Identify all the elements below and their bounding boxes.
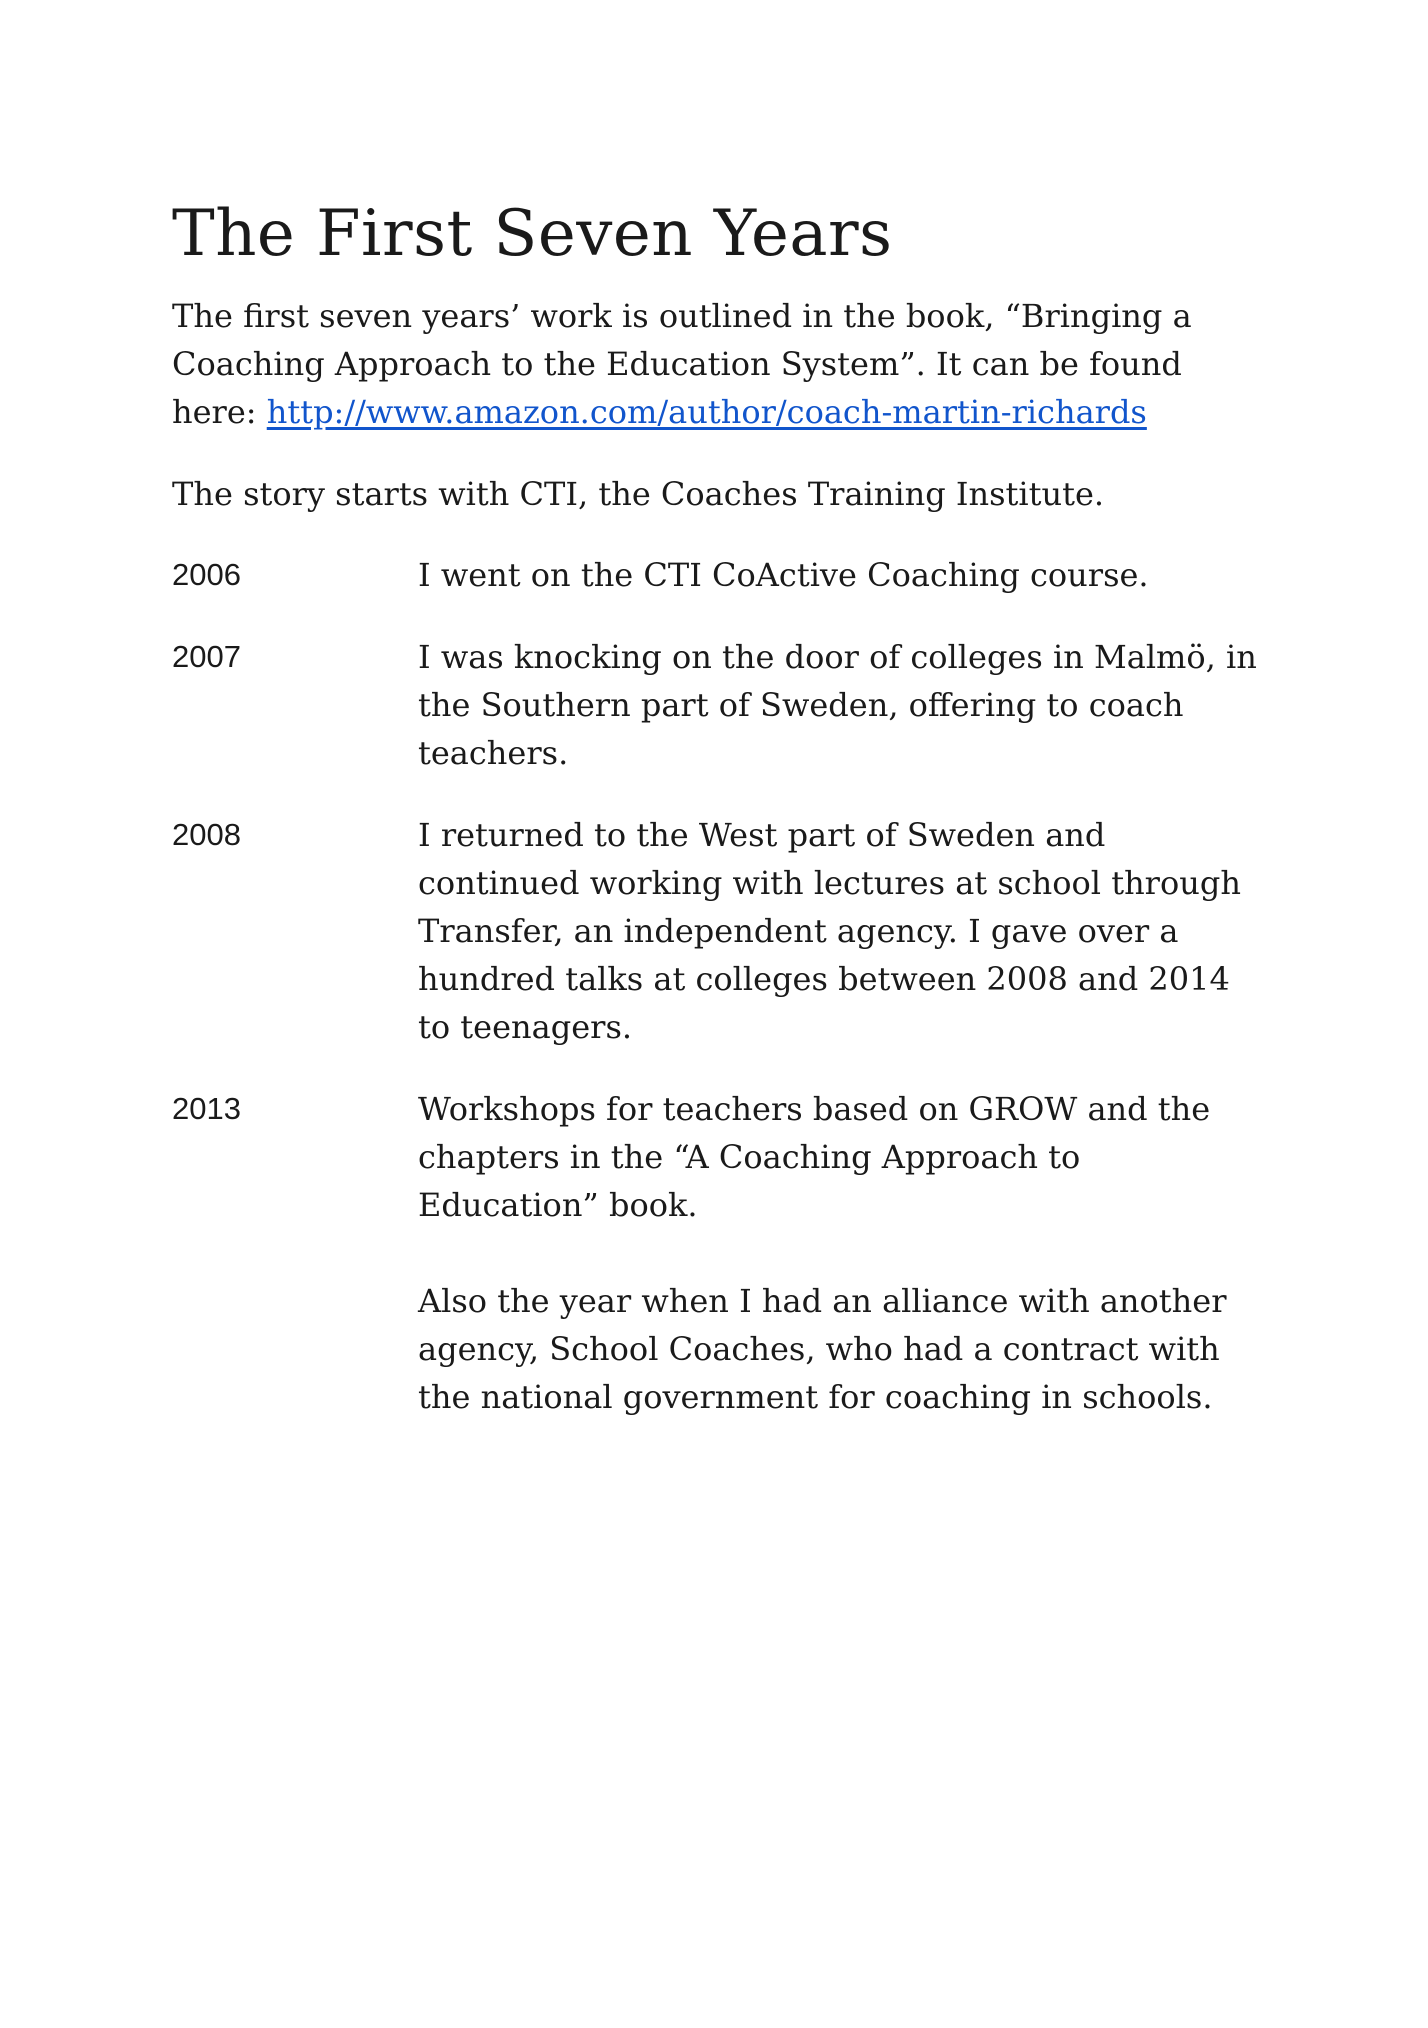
timeline-paragraph: I went on the CTI CoActive Coaching course. bbox=[418, 556, 1149, 594]
timeline bbox=[172, 551, 1262, 1421]
timeline-year: 2008 bbox=[172, 817, 241, 852]
timeline-description bbox=[418, 633, 1262, 777]
intro-paragraph bbox=[172, 292, 1262, 436]
page-title: The First Seven Years bbox=[172, 197, 893, 271]
timeline-description bbox=[418, 551, 1262, 599]
timeline-row-2007 bbox=[172, 633, 1262, 777]
timeline-row-2008 bbox=[172, 811, 1262, 1051]
document-page bbox=[172, 190, 1262, 1455]
intro-text: The first seven years’ work is outlined in the book, “Bringing a Coaching Approach to the Education System”. It can be found here: bbox=[172, 297, 1192, 431]
amazon-author-link[interactable]: http://www.amazon.com/author/coach-martin-richards bbox=[266, 393, 1147, 431]
timeline-description bbox=[418, 1085, 1262, 1421]
timeline-description bbox=[418, 811, 1262, 1051]
timeline-paragraph: I returned to the West part of Sweden and continued working with lectures at school through Transfer, an independent agency. I gave over a hundred talks at colleges between 2008 and 2014 to teenagers. bbox=[418, 816, 1241, 1046]
story-intro: The story starts with CTI, the Coaches Training Institute. bbox=[172, 475, 1105, 513]
timeline-row-2006 bbox=[172, 551, 1262, 599]
timeline-year: 2006 bbox=[172, 557, 241, 592]
timeline-year: 2013 bbox=[172, 1091, 241, 1126]
timeline-paragraph: Workshops for teachers based on GROW and the chapters in the “A Coaching Approach to Education” book. bbox=[418, 1090, 1211, 1224]
timeline-row-2013 bbox=[172, 1085, 1262, 1421]
timeline-paragraph: I was knocking on the door of colleges in Malmö, in the Southern part of Sweden, offering to coach teachers. bbox=[418, 638, 1257, 772]
timeline-year: 2007 bbox=[172, 639, 241, 674]
timeline-paragraph: Also the year when I had an alliance with another agency, School Coaches, who had a contract with the national government for coaching in schools. bbox=[418, 1282, 1227, 1416]
